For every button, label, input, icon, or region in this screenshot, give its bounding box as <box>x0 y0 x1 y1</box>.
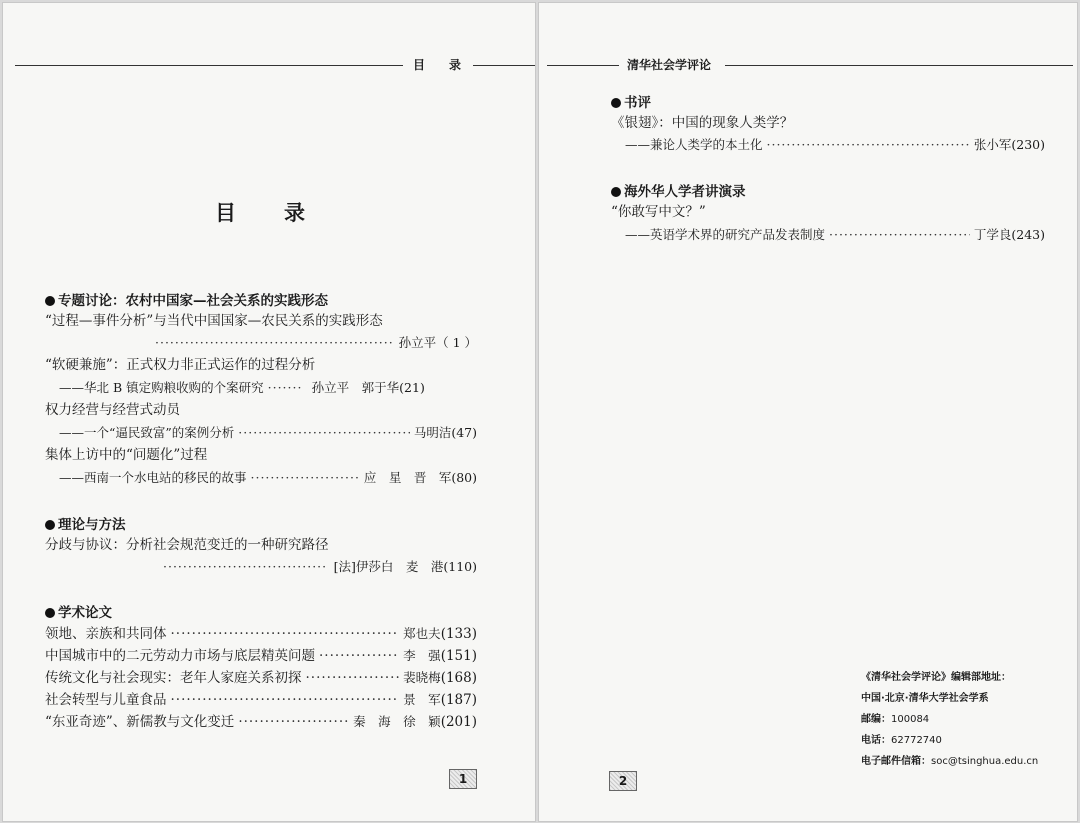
toc-entry <box>45 646 477 666</box>
toc-entry-title: 集体上访中的“问题化”过程 <box>45 447 208 463</box>
toc-entry-subtitle-line <box>59 468 477 488</box>
toc-entry-title: 分歧与协议：分析社会规范变迁的一种研究路径 <box>45 537 329 553</box>
page-number: 1 <box>449 769 477 789</box>
toc-entry-subtitle: ——一个“逼民致富”的案例分析 <box>59 425 235 440</box>
toc-entry-page: (133) <box>440 626 477 642</box>
bullet-icon <box>611 98 621 108</box>
toc-entry-title: 《银翅》：中国的现象人类学？ <box>611 115 794 131</box>
toc-entry-author: 马明洁 <box>413 425 452 440</box>
running-header <box>3 55 535 75</box>
toc-entry-title: 领地、亲族和共同体 <box>45 626 167 642</box>
toc-entry-author: 景 军 <box>403 692 441 707</box>
section-heading: 理论与方法 <box>45 513 126 533</box>
left-page <box>2 2 536 822</box>
toc-entry-page: (168) <box>440 670 477 686</box>
address-email: 电子邮件信箱：soc@tsinghua.edu.cn <box>861 756 1039 767</box>
section-heading: 海外华人学者讲演录 <box>611 180 746 200</box>
page-title: 目 录 <box>215 201 307 225</box>
bullet-icon <box>45 296 55 306</box>
address-postcode: 邮编：100084 <box>861 714 930 725</box>
toc-entry-subtitle-line <box>625 135 1045 155</box>
toc-entry-subtitle: ——华北 B 镇定购粮收购的个案研究 <box>59 380 264 395</box>
toc-entry-subtitle: ——西南一个水电站的移民的故事 <box>59 470 247 485</box>
running-header-text: 目 录 <box>413 58 462 72</box>
toc-entry-author: 丁学良 <box>973 227 1012 242</box>
toc-entry-page: (151) <box>440 648 477 664</box>
toc-entry-subtitle-line <box>59 378 477 398</box>
toc-entry-author: 孙立平 郭于华 <box>311 380 400 395</box>
toc-entry-title: “过程—事件分析”与当代中国国家—农民关系的实践形态 <box>45 313 383 329</box>
right-page <box>538 2 1078 822</box>
toc-entry-leader-line <box>155 333 477 353</box>
toc-entry-leader-line <box>163 557 477 577</box>
section-heading: 学术论文 <box>45 601 112 621</box>
toc-entry-title: “你敢写中文？” <box>611 204 706 220</box>
toc-entry-author: 秦 海 徐 颖 <box>353 714 441 729</box>
toc-entry-title: 社会转型与儿童食品 <box>45 692 167 708</box>
toc-entry-author: 张小军 <box>973 137 1012 152</box>
toc-entry-page: (243) <box>1011 227 1045 242</box>
toc-entry <box>45 690 477 710</box>
bullet-icon <box>45 520 55 530</box>
toc-entry-title: 权力经营与经营式动员 <box>45 402 180 418</box>
address-heading: 《清华社会学评论》编辑部地址： <box>861 672 1011 683</box>
toc-entry-page: (21) <box>399 380 425 395</box>
address-line: 中国·北京·清华大学社会学系 <box>861 693 989 704</box>
toc-entry-author: 郑也夫 <box>403 626 441 641</box>
toc-entry-page: （ 1 ） <box>436 335 477 350</box>
toc-entry-author: [法]伊莎白 麦 港 <box>333 559 444 574</box>
address-phone: 电话：62772740 <box>861 735 942 746</box>
toc-entry <box>45 712 477 732</box>
toc-entry-author: 裴晓梅 <box>403 670 441 685</box>
toc-entry-subtitle: ——兼论人类学的本土化 <box>625 137 763 152</box>
toc-entry-author: 应 星 晋 军 <box>363 470 452 485</box>
toc-entry-subtitle: ——英语学术界的研究产品发表制度 <box>625 227 826 242</box>
running-header-text: 清华社会学评论 <box>627 58 712 72</box>
toc-entry-title: 传统文化与社会现实：老年人家庭关系初探 <box>45 670 302 686</box>
toc-entry-title: “东亚奇迹”、新儒教与文化变迁 <box>45 714 235 730</box>
running-header <box>539 55 1077 75</box>
toc-entry-page: (47) <box>451 425 477 440</box>
toc-entry <box>45 624 477 644</box>
section-heading: 书评 <box>611 91 651 111</box>
toc-entry-author: 李 强 <box>403 648 441 663</box>
editorial-address <box>861 667 1038 772</box>
toc-entry-page: (80) <box>451 470 477 485</box>
page-number: 2 <box>609 771 637 791</box>
toc-entry-page: (110) <box>443 559 477 574</box>
toc-entry <box>45 668 477 688</box>
toc-entry-page: (230) <box>1011 137 1045 152</box>
toc-entry-page: (201) <box>440 714 477 730</box>
toc-entry-subtitle-line <box>625 225 1045 245</box>
bullet-icon <box>611 187 621 197</box>
toc-entry-title: 中国城市中的二元劳动力市场与底层精英问题 <box>45 648 315 664</box>
toc-entry-author: 孙立平 <box>398 335 437 350</box>
bullet-icon <box>45 608 55 618</box>
toc-entry-page: (187) <box>440 692 477 708</box>
toc-entry-subtitle-line <box>59 423 477 443</box>
section-heading: 专题讨论：农村中国家—社会关系的实践形态 <box>45 289 328 309</box>
toc-entry-title: “软硬兼施”：正式权力非正式运作的过程分析 <box>45 357 316 373</box>
